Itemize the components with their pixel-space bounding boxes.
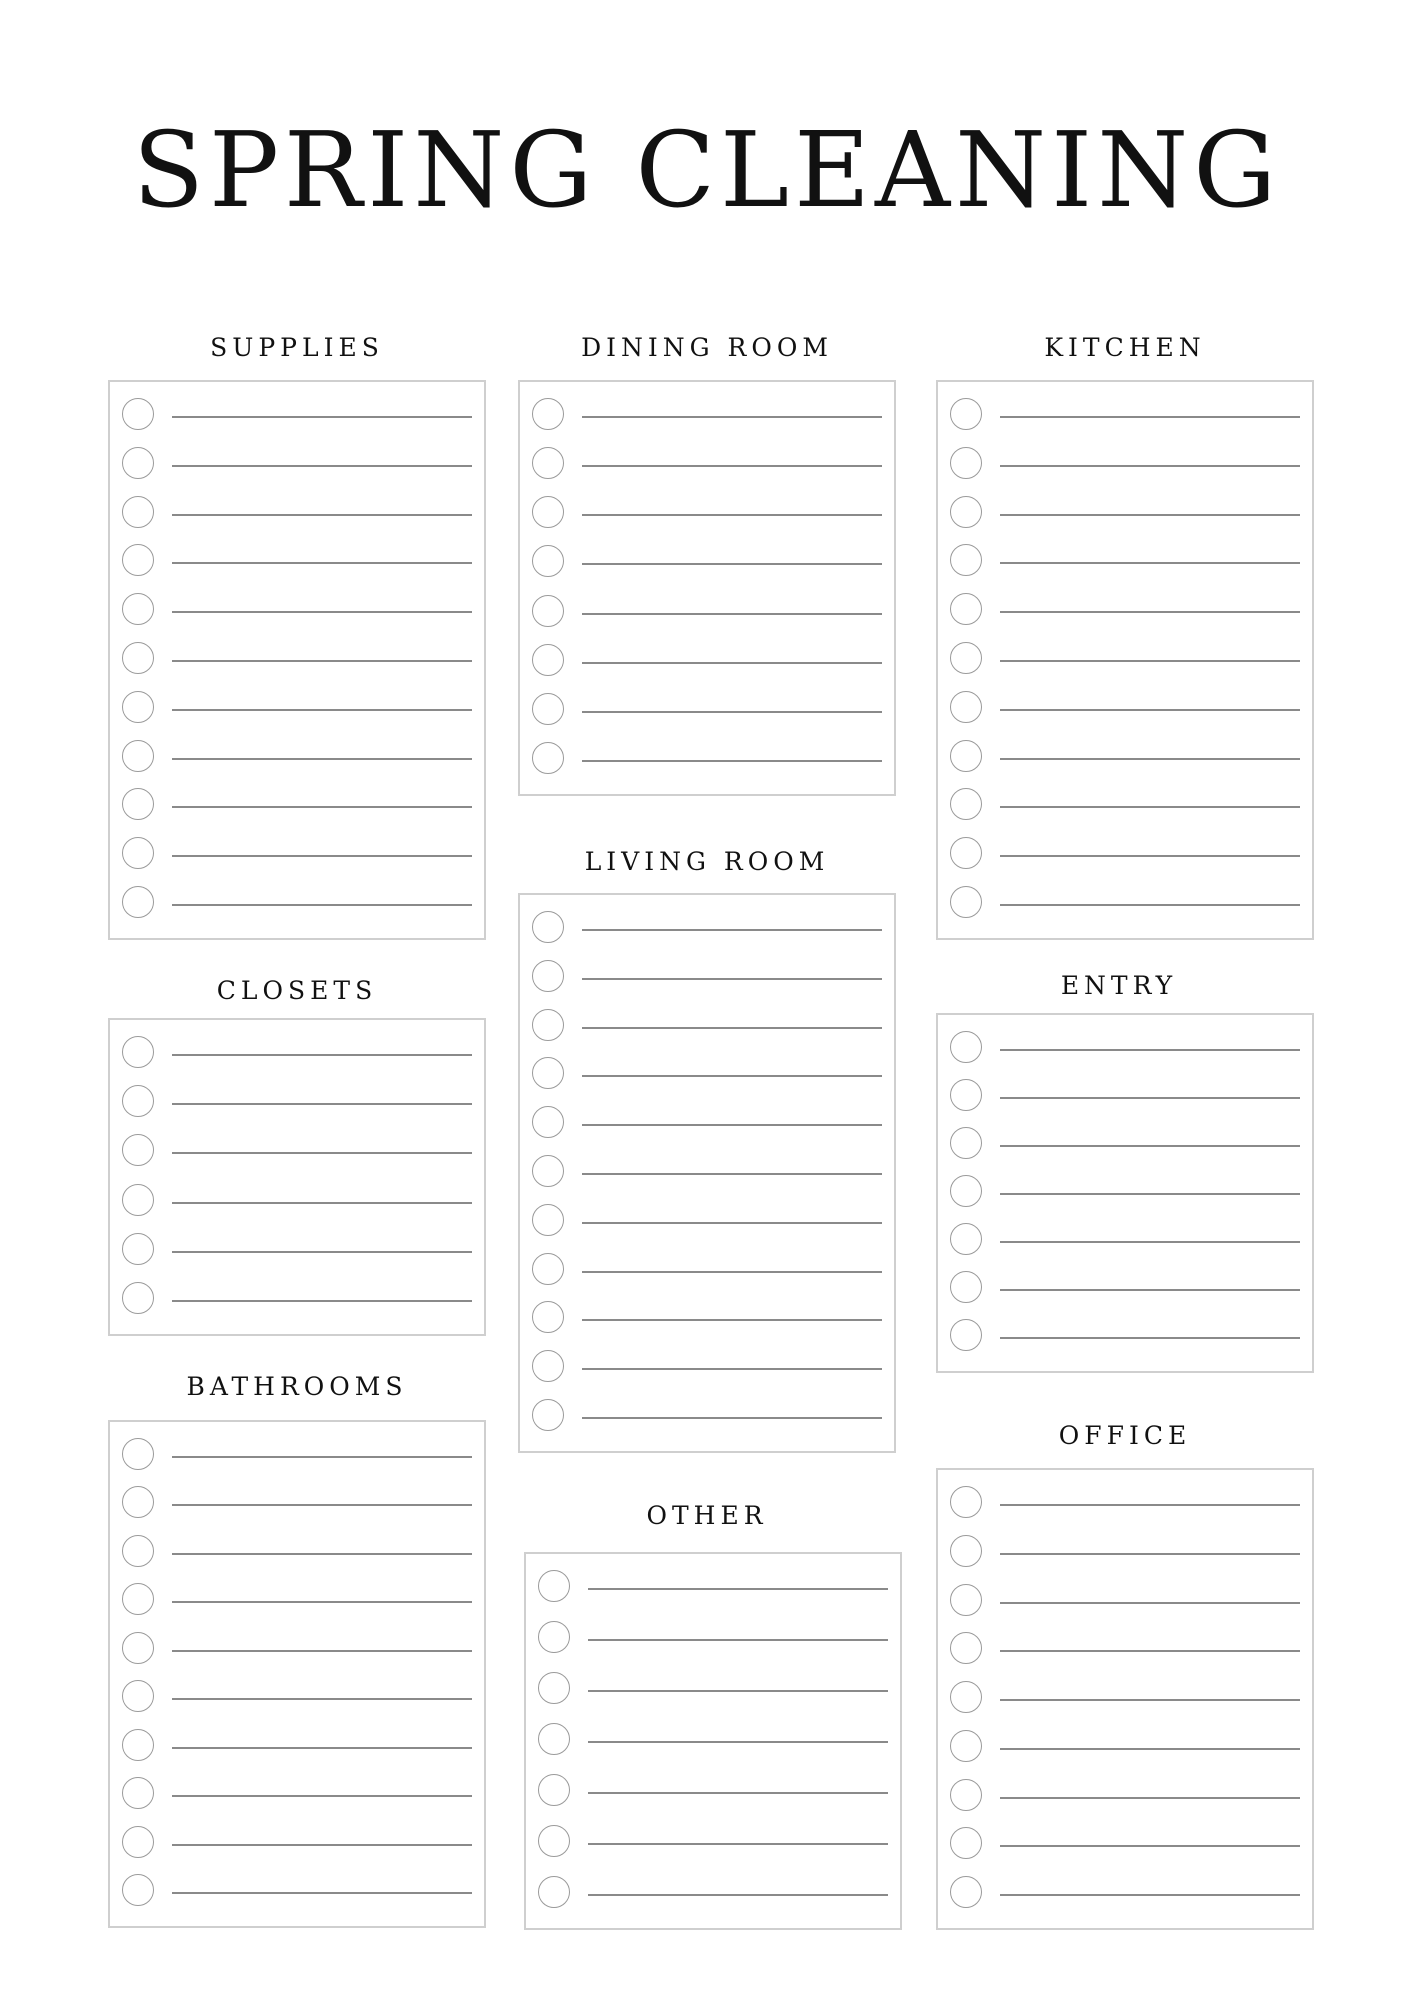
checkbox-circle[interactable] xyxy=(122,886,154,918)
checklist-item[interactable] xyxy=(110,1729,484,1765)
checkbox-circle[interactable] xyxy=(538,1672,570,1704)
write-in-line[interactable] xyxy=(582,1124,882,1126)
checkbox-circle[interactable] xyxy=(950,1779,982,1811)
write-in-line[interactable] xyxy=(172,758,472,760)
checkbox-circle[interactable] xyxy=(122,1184,154,1216)
checkbox-circle[interactable] xyxy=(950,593,982,625)
checkbox-circle[interactable] xyxy=(122,788,154,820)
checklist-living-room xyxy=(518,893,896,1453)
write-in-line[interactable] xyxy=(1000,855,1300,857)
write-in-line[interactable] xyxy=(582,1368,882,1370)
checklist-bathrooms xyxy=(108,1420,486,1928)
checklist-item[interactable] xyxy=(526,1672,900,1708)
checklist-item[interactable] xyxy=(520,1155,894,1191)
checkbox-circle[interactable] xyxy=(122,544,154,576)
write-in-line[interactable] xyxy=(172,660,472,662)
write-in-line[interactable] xyxy=(172,855,472,857)
write-in-line[interactable] xyxy=(1000,1894,1300,1896)
section-heading-bathrooms: BATHROOMS xyxy=(186,1372,408,1401)
write-in-line[interactable] xyxy=(582,1319,882,1321)
write-in-line[interactable] xyxy=(172,1553,472,1555)
checklist-item[interactable] xyxy=(938,1486,1312,1522)
checklist-item[interactable] xyxy=(938,544,1312,580)
checklist-item[interactable] xyxy=(938,447,1312,483)
write-in-line[interactable] xyxy=(172,1795,472,1797)
checkbox-circle[interactable] xyxy=(122,1282,154,1314)
section-heading-kitchen: KITCHEN xyxy=(1044,333,1206,362)
checklist-item[interactable] xyxy=(938,496,1312,532)
checkbox-circle[interactable] xyxy=(122,1826,154,1858)
checklist-item[interactable] xyxy=(110,691,484,727)
checklist-item[interactable] xyxy=(938,1730,1312,1766)
write-in-line[interactable] xyxy=(582,978,882,980)
write-in-line[interactable] xyxy=(582,711,882,713)
checkbox-circle[interactable] xyxy=(532,595,564,627)
checkbox-circle[interactable] xyxy=(950,544,982,576)
write-in-line[interactable] xyxy=(582,662,882,664)
write-in-line[interactable] xyxy=(1000,1845,1300,1847)
checklist-item[interactable] xyxy=(110,1134,484,1170)
write-in-line[interactable] xyxy=(172,1698,472,1700)
write-in-line[interactable] xyxy=(1000,1193,1300,1195)
write-in-line[interactable] xyxy=(582,514,882,516)
write-in-line[interactable] xyxy=(588,1843,888,1845)
checklist-item[interactable] xyxy=(110,1036,484,1072)
section-heading-dining-room: DINING ROOM xyxy=(581,333,833,362)
checklist-item[interactable] xyxy=(110,1085,484,1121)
write-in-line[interactable] xyxy=(172,1650,472,1652)
checkbox-circle[interactable] xyxy=(950,1079,982,1111)
write-in-line[interactable] xyxy=(588,1588,888,1590)
write-in-line[interactable] xyxy=(1000,660,1300,662)
write-in-line[interactable] xyxy=(1000,1241,1300,1243)
checkbox-circle[interactable] xyxy=(950,1876,982,1908)
checklist-item[interactable] xyxy=(520,1057,894,1093)
checkbox-circle[interactable] xyxy=(538,1570,570,1602)
checkbox-circle[interactable] xyxy=(122,1233,154,1265)
checkbox-circle[interactable] xyxy=(950,1730,982,1762)
checklist-office xyxy=(936,1468,1314,1930)
checklist-item[interactable] xyxy=(526,1570,900,1606)
write-in-line[interactable] xyxy=(172,1300,472,1302)
checkbox-circle[interactable] xyxy=(122,398,154,430)
checklist-item[interactable] xyxy=(110,1632,484,1668)
checkbox-circle[interactable] xyxy=(122,1085,154,1117)
checkbox-circle[interactable] xyxy=(122,1438,154,1470)
checkbox-circle[interactable] xyxy=(950,1271,982,1303)
write-in-line[interactable] xyxy=(588,1894,888,1896)
write-in-line[interactable] xyxy=(1000,1049,1300,1051)
checkbox-circle[interactable] xyxy=(532,398,564,430)
checkbox-circle[interactable] xyxy=(950,1584,982,1616)
checkbox-circle[interactable] xyxy=(950,1223,982,1255)
checklist-item[interactable] xyxy=(110,447,484,483)
write-in-line[interactable] xyxy=(1000,1602,1300,1604)
checklist-item[interactable] xyxy=(526,1876,900,1912)
checklist-item[interactable] xyxy=(526,1621,900,1657)
write-in-line[interactable] xyxy=(172,1251,472,1253)
checkbox-circle[interactable] xyxy=(122,447,154,479)
checklist-item[interactable] xyxy=(110,1438,484,1474)
checklist-item[interactable] xyxy=(520,545,894,581)
checklist-item[interactable] xyxy=(520,911,894,947)
write-in-line[interactable] xyxy=(172,1747,472,1749)
write-in-line[interactable] xyxy=(172,514,472,516)
checkbox-circle[interactable] xyxy=(532,1350,564,1382)
checkbox-circle[interactable] xyxy=(532,447,564,479)
write-in-line[interactable] xyxy=(1000,1748,1300,1750)
checkbox-circle[interactable] xyxy=(122,1486,154,1518)
checkbox-circle[interactable] xyxy=(538,1621,570,1653)
checklist-item[interactable] xyxy=(110,1777,484,1813)
write-in-line[interactable] xyxy=(172,416,472,418)
checklist-item[interactable] xyxy=(520,1399,894,1435)
write-in-line[interactable] xyxy=(1000,806,1300,808)
checklist-item[interactable] xyxy=(938,1079,1312,1115)
write-in-line[interactable] xyxy=(172,1202,472,1204)
write-in-line[interactable] xyxy=(1000,1504,1300,1506)
checklist-item[interactable] xyxy=(938,1779,1312,1815)
checklist-item[interactable] xyxy=(110,398,484,434)
checklist-item[interactable] xyxy=(520,1106,894,1142)
checklist-item[interactable] xyxy=(938,886,1312,922)
checklist-item[interactable] xyxy=(520,644,894,680)
checklist-item[interactable] xyxy=(520,1350,894,1386)
write-in-line[interactable] xyxy=(582,1222,882,1224)
checkbox-circle[interactable] xyxy=(950,1632,982,1664)
write-in-line[interactable] xyxy=(1000,1289,1300,1291)
checklist-item[interactable] xyxy=(938,837,1312,873)
section-heading-entry: ENTRY xyxy=(1060,971,1178,1000)
checklist-item[interactable] xyxy=(520,1009,894,1045)
write-in-line[interactable] xyxy=(172,1152,472,1154)
write-in-line[interactable] xyxy=(582,1417,882,1419)
checkbox-circle[interactable] xyxy=(532,1253,564,1285)
checkbox-circle[interactable] xyxy=(122,1036,154,1068)
checklist-item[interactable] xyxy=(938,1584,1312,1620)
checkbox-circle[interactable] xyxy=(122,740,154,772)
write-in-line[interactable] xyxy=(172,904,472,906)
checklist-item[interactable] xyxy=(110,788,484,824)
write-in-line[interactable] xyxy=(588,1690,888,1692)
checklist-item[interactable] xyxy=(520,595,894,631)
section-heading-closets: CLOSETS xyxy=(216,976,378,1005)
page-title: SPRING CLEANING xyxy=(132,109,1282,231)
checklist-item[interactable] xyxy=(520,960,894,996)
checklist-item[interactable] xyxy=(938,788,1312,824)
write-in-line[interactable] xyxy=(1000,709,1300,711)
write-in-line[interactable] xyxy=(172,1054,472,1056)
write-in-line[interactable] xyxy=(582,1027,882,1029)
checklist-closets xyxy=(108,1018,486,1336)
checkbox-circle[interactable] xyxy=(122,1632,154,1664)
checklist-item[interactable] xyxy=(110,1583,484,1619)
checkbox-circle[interactable] xyxy=(122,1680,154,1712)
checklist-item[interactable] xyxy=(110,1486,484,1522)
checkbox-circle[interactable] xyxy=(532,1301,564,1333)
checkbox-circle[interactable] xyxy=(950,398,982,430)
checklist-item[interactable] xyxy=(938,1827,1312,1863)
checklist-item[interactable] xyxy=(938,642,1312,678)
checkbox-circle[interactable] xyxy=(950,691,982,723)
write-in-line[interactable] xyxy=(172,1892,472,1894)
checkbox-circle[interactable] xyxy=(532,1399,564,1431)
checklist-item[interactable] xyxy=(938,1223,1312,1259)
write-in-line[interactable] xyxy=(582,1271,882,1273)
checkbox-circle[interactable] xyxy=(122,1535,154,1567)
checkbox-circle[interactable] xyxy=(532,1057,564,1089)
write-in-line[interactable] xyxy=(582,1075,882,1077)
checkbox-circle[interactable] xyxy=(950,1127,982,1159)
checkbox-circle[interactable] xyxy=(122,691,154,723)
write-in-line[interactable] xyxy=(1000,758,1300,760)
write-in-line[interactable] xyxy=(582,613,882,615)
checkbox-circle[interactable] xyxy=(122,1729,154,1761)
write-in-line[interactable] xyxy=(1000,1337,1300,1339)
checkbox-circle[interactable] xyxy=(122,496,154,528)
checklist-kitchen xyxy=(936,380,1314,940)
write-in-line[interactable] xyxy=(1000,465,1300,467)
section-heading-office: OFFICE xyxy=(1058,1421,1192,1450)
checklist-item[interactable] xyxy=(520,496,894,532)
section-heading-supplies: SUPPLIES xyxy=(210,333,384,362)
checklist-other xyxy=(524,1552,902,1930)
checkbox-circle[interactable] xyxy=(532,1106,564,1138)
checklist-item[interactable] xyxy=(110,1282,484,1318)
write-in-line[interactable] xyxy=(1000,1650,1300,1652)
checkbox-circle[interactable] xyxy=(950,1486,982,1518)
checklist-item[interactable] xyxy=(938,1271,1312,1307)
checkbox-circle[interactable] xyxy=(532,1009,564,1041)
write-in-line[interactable] xyxy=(172,806,472,808)
checklist-item[interactable] xyxy=(938,1175,1312,1211)
checkbox-circle[interactable] xyxy=(122,1134,154,1166)
write-in-line[interactable] xyxy=(1000,904,1300,906)
checklist-item[interactable] xyxy=(938,593,1312,629)
write-in-line[interactable] xyxy=(172,611,472,613)
write-in-line[interactable] xyxy=(172,1456,472,1458)
checkbox-circle[interactable] xyxy=(950,1031,982,1063)
section-heading-living-room: LIVING ROOM xyxy=(584,847,830,876)
checkbox-circle[interactable] xyxy=(950,496,982,528)
write-in-line[interactable] xyxy=(1000,416,1300,418)
section-heading-other: OTHER xyxy=(646,1501,768,1530)
write-in-line[interactable] xyxy=(1000,562,1300,564)
checklist-item[interactable] xyxy=(938,740,1312,776)
write-in-line[interactable] xyxy=(1000,1097,1300,1099)
checklist-item[interactable] xyxy=(110,642,484,678)
write-in-line[interactable] xyxy=(588,1741,888,1743)
checkbox-circle[interactable] xyxy=(950,1319,982,1351)
write-in-line[interactable] xyxy=(172,1601,472,1603)
checkbox-circle[interactable] xyxy=(122,1777,154,1809)
checklist-item[interactable] xyxy=(938,1535,1312,1571)
write-in-line[interactable] xyxy=(1000,611,1300,613)
checklist-item[interactable] xyxy=(520,1301,894,1337)
write-in-line[interactable] xyxy=(588,1639,888,1641)
write-in-line[interactable] xyxy=(582,760,882,762)
checkbox-circle[interactable] xyxy=(538,1825,570,1857)
checklist-item[interactable] xyxy=(526,1774,900,1810)
checklist-item[interactable] xyxy=(110,544,484,580)
checkbox-circle[interactable] xyxy=(950,1681,982,1713)
checkbox-circle[interactable] xyxy=(532,545,564,577)
checkbox-circle[interactable] xyxy=(538,1723,570,1755)
checklist-item[interactable] xyxy=(520,1204,894,1240)
write-in-line[interactable] xyxy=(1000,1797,1300,1799)
write-in-line[interactable] xyxy=(172,1504,472,1506)
checklist-item[interactable] xyxy=(110,496,484,532)
write-in-line[interactable] xyxy=(172,465,472,467)
checklist-item[interactable] xyxy=(110,1874,484,1910)
checkbox-circle[interactable] xyxy=(532,496,564,528)
checkbox-circle[interactable] xyxy=(538,1774,570,1806)
write-in-line[interactable] xyxy=(582,416,882,418)
checklist-item[interactable] xyxy=(938,1031,1312,1067)
checkbox-circle[interactable] xyxy=(532,742,564,774)
checklist-dining-room xyxy=(518,380,896,796)
checkbox-circle[interactable] xyxy=(532,693,564,725)
checklist-entry xyxy=(936,1013,1314,1373)
write-in-line[interactable] xyxy=(1000,514,1300,516)
checklist-item[interactable] xyxy=(938,1319,1312,1355)
checkbox-circle[interactable] xyxy=(532,1155,564,1187)
checkbox-circle[interactable] xyxy=(122,593,154,625)
checkbox-circle[interactable] xyxy=(538,1876,570,1908)
checkbox-circle[interactable] xyxy=(122,1874,154,1906)
write-in-line[interactable] xyxy=(172,1103,472,1105)
checkbox-circle[interactable] xyxy=(532,960,564,992)
checkbox-circle[interactable] xyxy=(532,1204,564,1236)
checklist-item[interactable] xyxy=(110,1233,484,1269)
checklist-item[interactable] xyxy=(520,398,894,434)
write-in-line[interactable] xyxy=(588,1792,888,1794)
checkbox-circle[interactable] xyxy=(950,837,982,869)
checklist-item[interactable] xyxy=(110,837,484,873)
checkbox-circle[interactable] xyxy=(950,642,982,674)
checkbox-circle[interactable] xyxy=(950,886,982,918)
checklist-item[interactable] xyxy=(526,1825,900,1861)
write-in-line[interactable] xyxy=(1000,1553,1300,1555)
checklist-item[interactable] xyxy=(520,1253,894,1289)
checklist-item[interactable] xyxy=(110,1826,484,1862)
checkbox-circle[interactable] xyxy=(122,1583,154,1615)
checklist-item[interactable] xyxy=(938,1127,1312,1163)
write-in-line[interactable] xyxy=(582,563,882,565)
checkbox-circle[interactable] xyxy=(950,1175,982,1207)
write-in-line[interactable] xyxy=(172,562,472,564)
write-in-line[interactable] xyxy=(582,929,882,931)
checklist-item[interactable] xyxy=(110,740,484,776)
checkbox-circle[interactable] xyxy=(950,1535,982,1567)
checkbox-circle[interactable] xyxy=(532,644,564,676)
checklist-item[interactable] xyxy=(938,398,1312,434)
write-in-line[interactable] xyxy=(172,1844,472,1846)
checkbox-circle[interactable] xyxy=(122,642,154,674)
checklist-supplies xyxy=(108,380,486,940)
checkbox-circle[interactable] xyxy=(950,447,982,479)
checklist-item[interactable] xyxy=(520,447,894,483)
checkbox-circle[interactable] xyxy=(950,788,982,820)
checklist-item[interactable] xyxy=(110,886,484,922)
checklist-item[interactable] xyxy=(938,691,1312,727)
write-in-line[interactable] xyxy=(1000,1699,1300,1701)
checklist-item[interactable] xyxy=(938,1876,1312,1912)
write-in-line[interactable] xyxy=(1000,1145,1300,1147)
checklist-item[interactable] xyxy=(938,1681,1312,1717)
checklist-item[interactable] xyxy=(110,593,484,629)
checklist-item[interactable] xyxy=(110,1680,484,1716)
write-in-line[interactable] xyxy=(582,1173,882,1175)
checkbox-circle[interactable] xyxy=(532,911,564,943)
checkbox-circle[interactable] xyxy=(950,1827,982,1859)
checkbox-circle[interactable] xyxy=(950,740,982,772)
checklist-item[interactable] xyxy=(520,693,894,729)
checklist-item[interactable] xyxy=(526,1723,900,1759)
write-in-line[interactable] xyxy=(582,465,882,467)
checklist-item[interactable] xyxy=(110,1184,484,1220)
checkbox-circle[interactable] xyxy=(122,837,154,869)
checklist-item[interactable] xyxy=(938,1632,1312,1668)
checklist-item[interactable] xyxy=(110,1535,484,1571)
checklist-item[interactable] xyxy=(520,742,894,778)
write-in-line[interactable] xyxy=(172,709,472,711)
